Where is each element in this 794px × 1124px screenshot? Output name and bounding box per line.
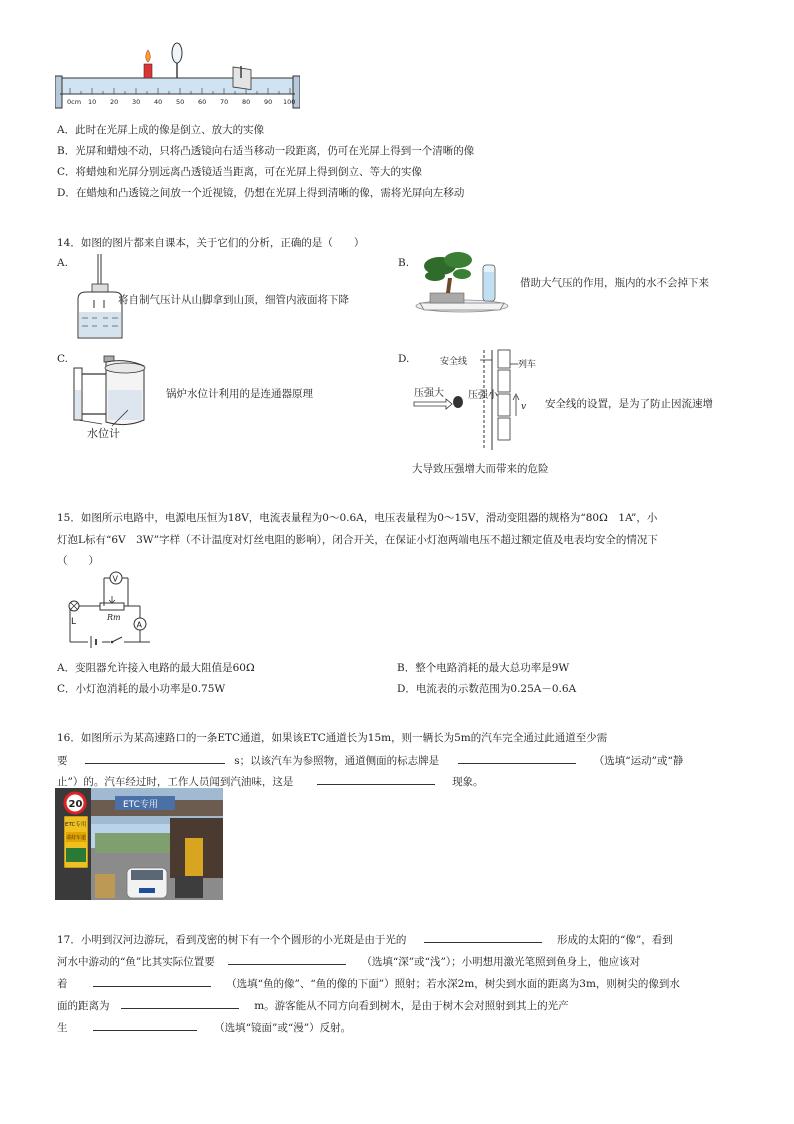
q17-text: 17．小明到汉河边游玩，看到茂密的树下有一个个圆形的小光斑是由于光的 — [57, 934, 407, 946]
q17-blank-3[interactable] — [93, 975, 211, 987]
q16-text: 现象。 — [452, 776, 484, 788]
bonsai-figure — [410, 248, 515, 318]
q17-text: （选填“深”或“浅”）；小明想用激光笔照到鱼身上，他应该对 — [361, 956, 641, 968]
q17-text: 着 — [57, 978, 68, 990]
q17-text: 生 — [57, 1022, 68, 1034]
q16-text: s；以该汽车为参照物，通道侧面的标志牌是 — [234, 755, 440, 767]
q13-option-b: B．光屏和蜡烛不动，只将凸透镜向右适当移动一段距离，仍可在光屏上得到一个清晰的像 — [57, 145, 475, 157]
q16-text: 止”）的。汽车经过时，工作人员闻到汽油味，这是 — [57, 776, 294, 788]
platform-figure — [410, 346, 545, 452]
q17-blank-2[interactable] — [228, 953, 346, 965]
q14-d-text-2: 大导致压强增大而带来的危险 — [412, 463, 549, 475]
q17-line-4 — [57, 997, 569, 1013]
q17-line-1 — [57, 931, 673, 947]
ruler-label: 50 — [176, 98, 185, 106]
optical-bench-figure — [55, 40, 300, 115]
etc-sign-text: ETC专用 — [65, 822, 87, 828]
q17-text: 面的距离为 — [57, 1000, 110, 1012]
etc-sign-text-lower: 请持车道 — [66, 835, 87, 841]
q16-text: 要 — [57, 755, 68, 767]
ruler-label: 20 — [110, 98, 119, 106]
q14-d-label: D. — [398, 353, 410, 365]
q15-line-1: 15．如图所示电路中，电源电压恒为18V，电流表量程为0～0.6A，电压表量程为0～15V，滑动变阻器的规格为“80Ω 1A”，小 — [57, 512, 658, 524]
q17-line-5 — [57, 1019, 351, 1035]
q17-blank-5[interactable] — [93, 1019, 197, 1031]
q14-c-label: C. — [57, 353, 68, 365]
q13-option-d: D．在蜡烛和凸透镜之间放一个近视镜，仍想在光屏上得到清晰的像，需将光屏向左移动 — [57, 187, 465, 199]
q17-blank-1[interactable] — [424, 931, 542, 943]
ruler-label: 80 — [242, 98, 251, 106]
q14-a-label: A. — [57, 257, 68, 269]
q14-d-text: 安全线的设置，是为了防止因流速增 — [545, 398, 713, 410]
ammeter-label: A — [136, 620, 142, 630]
q15-option-b: B．整个电路消耗的最大总功率是9W — [397, 662, 570, 674]
q17-line-2 — [57, 953, 640, 969]
circuit-figure — [60, 566, 160, 648]
ruler-label: 100 — [283, 98, 296, 106]
q15-line-2: 灯泡L标有“6V 3W”字样（不计温度对灯丝电阻的影响），闭合开关，在保证小灯泡两端电压不超过额定值及电表均安全的情况下 — [57, 534, 658, 546]
q16-blank-1[interactable] — [85, 752, 225, 764]
q14-c-figure-label: 水位计 — [87, 427, 120, 440]
q15-option-a: A．变阻器允许接入电路的最大阻值是60Ω — [57, 662, 255, 674]
q14-a-text: 将自制气压计从山脚拿到山顶，细管内液面将下降 — [118, 294, 349, 306]
q16-blank-3[interactable] — [317, 773, 435, 785]
safety-line-label: 安全线 — [440, 357, 468, 367]
q15-line-3: （ ） — [57, 555, 99, 567]
optical-bench-svg — [55, 40, 300, 115]
q17-text: （选填“鱼的像”、“鱼的像的下面”）照射；若水深2m，树尖到水面的距离为3m，则树尖的像到水 — [226, 978, 680, 990]
ruler-label: 60 — [198, 98, 207, 106]
q15-option-d: D．电流表的示数范围为0.25A－0.6A — [397, 683, 577, 695]
voltmeter-label: V — [112, 574, 118, 584]
ruler-label: 30 — [132, 98, 141, 106]
q17-line-3 — [57, 975, 680, 991]
q13-option-c: C．将蜡烛和光屏分别远离凸透镜适当距离，可在光屏上得到倒立、等大的实像 — [57, 166, 423, 178]
q16-line-1: 16．如图所示为某高速路口的一条ETC通道，如果该ETC通道长为15m，则一辆长为5m的汽车完全通过此通道至少需 — [57, 732, 608, 744]
q14-stem: 14．如图的图片都来自课本，关于它们的分析，正确的是（ ） — [57, 237, 365, 249]
q17-text: m。游客能从不同方向看到树木，是由于树木会对照射到其上的光产 — [254, 1000, 569, 1012]
q15-option-c: C．小灯泡消耗的最小功率是0.75W — [57, 683, 226, 695]
ruler-label: 70 — [220, 98, 229, 106]
q17-text: 形成的太阳的“像”，看到 — [557, 934, 673, 946]
q17-text: （选填“镜面”或“漫”）反射。 — [214, 1022, 352, 1034]
q16-blank-2[interactable] — [458, 752, 576, 764]
q17-blank-4[interactable] — [121, 997, 239, 1009]
speed-limit-text: 20 — [68, 799, 83, 810]
q14-c-text: 锅炉水位计利用的是连通器原理 — [166, 388, 313, 400]
q16-text: （选填“运动”或“静 — [593, 755, 684, 767]
train-label: 列车 — [518, 360, 537, 370]
q16-line-3 — [57, 773, 484, 789]
q14-b-label: B. — [398, 257, 410, 269]
lamp-label: L — [71, 617, 77, 627]
etc-banner-text: ETC专用 — [123, 800, 158, 810]
velocity-label: v — [521, 402, 527, 412]
high-pressure-label: 压强大 — [414, 388, 444, 399]
ruler-label: 10 — [88, 98, 97, 106]
q14-b-text: 借助大气压的作用，瓶内的水不会掉下来 — [520, 277, 709, 289]
etc-lane-photo — [55, 788, 223, 900]
low-pressure-label: 压强小 — [468, 390, 498, 401]
rheostat-label: Rm — [107, 613, 121, 622]
q13-option-a: A．此时在光屏上成的像是倒立、放大的实像 — [57, 124, 265, 136]
ruler-label: 0cm — [67, 98, 82, 106]
q17-text: 河水中游动的“鱼”比其实际位置要 — [57, 956, 215, 968]
q16-line-2 — [57, 752, 683, 768]
ruler-label: 90 — [264, 98, 273, 106]
ruler-label: 40 — [154, 98, 163, 106]
